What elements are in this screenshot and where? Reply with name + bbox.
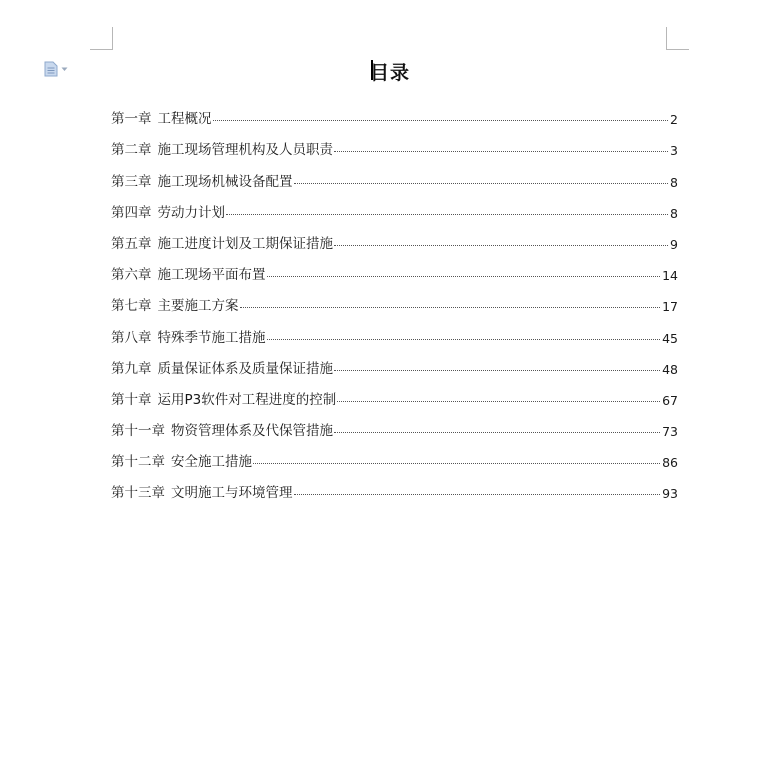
toc-chapter-number: 第七章 [111,298,152,315]
page-title[interactable]: 目录 [369,62,410,84]
toc-chapter-number: 第十章 [111,391,152,408]
toc-dot-leader [294,493,661,495]
toc-dot-leader [226,213,668,215]
toc-entry[interactable] [111,283,678,314]
toc-chapter-title: 特殊季节施工措施 [157,329,266,346]
toc-entry[interactable] [111,127,678,158]
toc-chapter-number: 第三章 [111,173,152,190]
toc-dot-leader [334,369,660,371]
toc-entry[interactable] [111,190,678,221]
toc-chapter-number: 第四章 [111,204,152,221]
toc-chapter-title: 文明施工与环境管理 [171,485,293,502]
table-of-contents [111,96,678,501]
toc-page-number: 73 [662,424,678,440]
toc-entry[interactable] [111,221,678,252]
toc-page-number: 3 [670,143,678,159]
toc-page-number: 9 [670,236,678,252]
toc-dot-leader [337,400,660,402]
toc-entry[interactable] [111,252,678,283]
toc-chapter-title: 施工现场机械设备配置 [157,173,293,190]
toc-dot-leader [267,338,661,340]
toc-chapter-number: 第五章 [111,235,152,252]
toc-dot-leader [294,182,669,184]
toc-dot-leader [334,150,668,152]
toc-entry[interactable] [111,346,678,377]
toc-entry[interactable] [111,470,678,501]
toc-dot-leader [253,462,660,464]
toc-page-number: 45 [662,330,678,346]
toc-entry[interactable] [111,96,678,127]
toc-chapter-number: 第二章 [111,142,152,159]
toc-chapter-title: 工程概况 [157,111,212,128]
toc-dot-leader [334,431,660,433]
toc-page-number: 2 [670,112,678,128]
toc-entry[interactable] [111,158,678,189]
toc-page-number: 93 [662,486,678,502]
toc-chapter-number: 第十三章 [111,485,165,502]
toc-chapter-title: 施工现场平面布置 [157,267,266,284]
toc-chapter-number: 第十二章 [111,454,165,471]
toc-chapter-title: 运用P3软件对工程进度的控制 [157,391,337,408]
toc-chapter-title: 质量保证体系及质量保证措施 [157,360,333,377]
toc-chapter-number: 第九章 [111,360,152,377]
toc-chapter-number: 第八章 [111,329,152,346]
toc-chapter-title: 物资管理体系及代保管措施 [171,423,333,440]
toc-entry[interactable] [111,377,678,408]
toc-page-number: 67 [662,392,678,408]
toc-chapter-title: 主要施工方案 [157,298,239,315]
margin-corner-top-left [90,27,113,50]
margin-corner-top-right [666,27,689,50]
toc-dot-leader [267,275,661,277]
toc-dot-leader [240,306,661,308]
toc-page-number: 8 [670,205,678,221]
toc-page-number: 48 [662,361,678,377]
toc-chapter-title: 安全施工措施 [171,454,252,471]
toc-chapter-number: 第十一章 [111,423,165,440]
toc-chapter-number: 第六章 [111,267,152,284]
toc-page-number: 14 [662,268,678,284]
toc-chapter-title: 施工现场管理机构及人员职责 [157,142,333,159]
toc-entry[interactable] [111,314,678,345]
toc-entry[interactable] [111,439,678,470]
toc-chapter-title: 劳动力计划 [157,204,225,221]
toc-page-number: 17 [662,299,678,315]
toc-page-number: 8 [670,174,678,190]
toc-dot-leader [213,119,669,121]
toc-chapter-title: 施工进度计划及工期保证措施 [157,235,333,252]
toc-entry[interactable] [111,408,678,439]
toc-dot-leader [334,244,668,246]
toc-chapter-number: 第一章 [111,111,152,128]
toc-page-number: 86 [662,455,678,471]
